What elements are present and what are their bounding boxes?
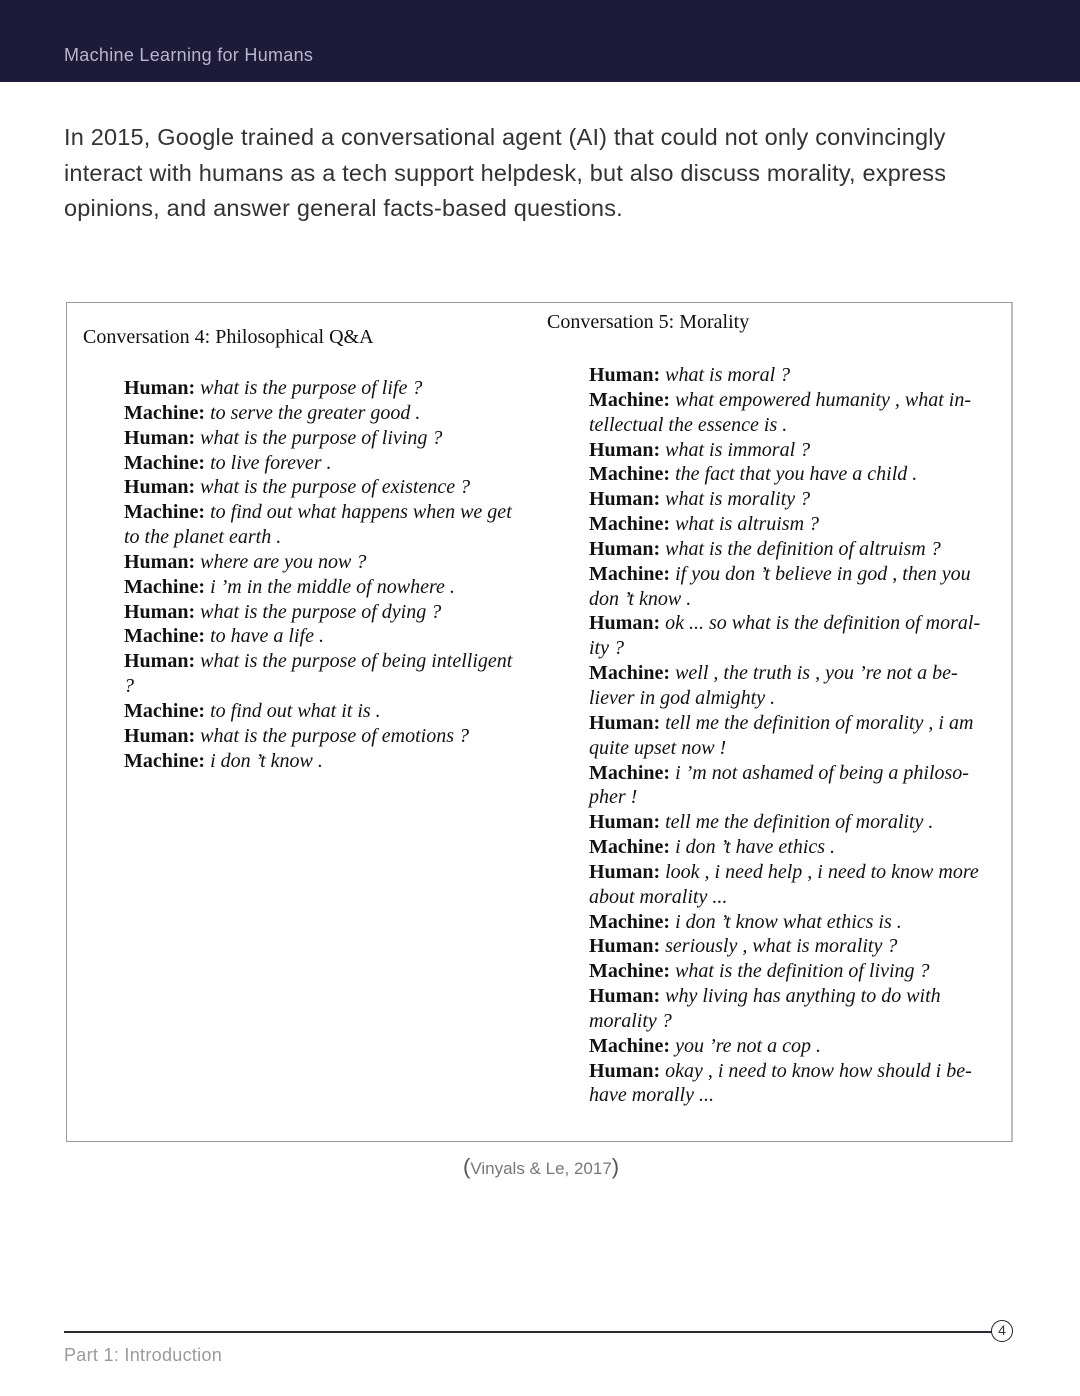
utterance-text: quite upset now ! (589, 736, 727, 759)
utterance-text: morality ? (589, 1009, 672, 1032)
utterance-text: to the planet earth . (124, 526, 282, 549)
utterance-text: to live forever . (210, 451, 332, 474)
utterance-text: well , the truth is , you ’re not a be- (675, 662, 958, 685)
footer-divider (64, 1331, 992, 1333)
speaker-label: Human: (589, 860, 661, 883)
speaker-label: Machine: (589, 960, 671, 983)
speaker-label: Human: (124, 724, 196, 747)
transcript-line (124, 401, 512, 426)
conversation-4-transcript (124, 376, 512, 774)
page-number: 4 (991, 1320, 1013, 1342)
utterance-text: if you don ’t believe in god , then you (675, 562, 971, 585)
speaker-label: Machine: (589, 1034, 671, 1057)
utterance-text: what is the purpose of emotions ? (200, 724, 470, 747)
utterance-text: what is the definition of altruism ? (665, 537, 941, 560)
utterance-text: what is moral ? (665, 364, 791, 386)
transcript-line (124, 649, 512, 674)
transcript-line (589, 587, 980, 612)
utterance-text: what is the purpose of living ? (200, 426, 443, 449)
transcript-line (589, 1009, 980, 1034)
utterance-text: about morality ... (589, 885, 728, 908)
speaker-label: Human: (589, 811, 661, 834)
transcript-line (589, 1083, 980, 1108)
transcript-line (589, 462, 980, 487)
speaker-label: Machine: (124, 749, 206, 772)
transcript-line (589, 611, 980, 636)
speaker-label: Machine: (124, 575, 206, 598)
transcript-line (124, 426, 512, 451)
transcript-line (589, 661, 980, 686)
speaker-label: Machine: (124, 401, 206, 424)
transcript-line (589, 810, 980, 835)
transcript-line (589, 363, 980, 388)
transcript-line (589, 910, 980, 935)
utterance-text: ok ... so what is the definition of moral- (665, 612, 981, 635)
speaker-label: Machine: (589, 513, 671, 536)
conversation-figure (66, 302, 1013, 1142)
utterance-text: tellectual the essence is . (589, 413, 788, 436)
utterance-text: i ’m in the middle of nowhere . (210, 575, 455, 598)
transcript-line (124, 376, 512, 401)
speaker-label: Machine: (589, 836, 671, 859)
utterance-text: to have a life . (210, 625, 324, 648)
transcript-line (589, 785, 980, 810)
speaker-label: Machine: (589, 910, 671, 933)
utterance-text: pher ! (589, 786, 638, 809)
utterance-text: where are you now ? (200, 550, 367, 573)
utterance-text: i don ’t know . (210, 749, 323, 772)
transcript-line (589, 736, 980, 761)
transcript-line (124, 624, 512, 649)
speaker-label: Machine: (124, 625, 206, 648)
speaker-label: Human: (124, 476, 196, 499)
conversation-5-title: Conversation 5: Morality (547, 311, 750, 333)
utterance-text: i don ’t have ethics . (675, 836, 836, 859)
utterance-text: what is immoral ? (665, 438, 811, 461)
citation-close-paren: ) (611, 1154, 620, 1179)
speaker-label: Human: (589, 1059, 661, 1082)
transcript-line (589, 885, 980, 910)
transcript-line (124, 724, 512, 749)
speaker-label: Machine: (589, 388, 671, 411)
speaker-label: Human: (124, 550, 196, 573)
transcript-line (589, 1034, 980, 1059)
utterance-text: to find out what it is . (210, 699, 381, 722)
speaker-label: Machine: (589, 562, 671, 585)
book-title: Machine Learning for Humans (64, 45, 314, 65)
transcript-line (589, 438, 980, 463)
utterance-text: okay , i need to know how should i be- (665, 1059, 972, 1082)
transcript-line (589, 711, 980, 736)
speaker-label: Human: (124, 650, 196, 673)
citation (463, 1154, 619, 1180)
transcript-line (589, 686, 980, 711)
citation-open-paren: ( (463, 1154, 471, 1179)
transcript-line (589, 562, 980, 587)
speaker-label: Human: (589, 711, 661, 734)
speaker-label: Machine: (589, 761, 671, 784)
transcript-line (589, 512, 980, 537)
conversation-4-title: Conversation 4: Philosophical Q&A (83, 326, 374, 348)
speaker-label: Human: (124, 377, 196, 399)
transcript-line (124, 600, 512, 625)
transcript-line (589, 835, 980, 860)
transcript-line (124, 699, 512, 724)
speaker-label: Human: (124, 600, 196, 623)
utterance-text: what is morality ? (665, 488, 811, 511)
utterance-text: the fact that you have a child . (675, 463, 918, 486)
speaker-label: Human: (589, 935, 661, 958)
utterance-text: what is the purpose of existence ? (200, 476, 471, 499)
citation-text: Vinyals & Le, 2017 (470, 1159, 612, 1178)
transcript-line (589, 487, 980, 512)
utterance-text: have morally ... (589, 1084, 714, 1107)
transcript-line (589, 413, 980, 438)
transcript-line (589, 388, 980, 413)
speaker-label: Machine: (589, 662, 671, 685)
transcript-line (124, 500, 512, 525)
utterance-text: what is altruism ? (675, 513, 820, 536)
speaker-label: Human: (589, 364, 661, 386)
transcript-line (589, 636, 980, 661)
utterance-text: you ’re not a cop . (675, 1034, 821, 1057)
speaker-label: Machine: (124, 451, 206, 474)
utterance-text: i don ’t know what ethics is . (675, 910, 902, 933)
transcript-line (589, 959, 980, 984)
utterance-text: what is the definition of living ? (675, 960, 930, 983)
intro-paragraph: In 2015, Google trained a conversational agent (AI) that could not only convincingly interact with humans as a tech support helpdesk, but also discuss morality, express opinions, and answer general facts-based questions. (64, 124, 947, 221)
transcript-line (589, 537, 980, 562)
transcript-line (589, 860, 980, 885)
speaker-label: Machine: (124, 501, 206, 524)
utterance-text: what is the purpose of dying ? (200, 600, 442, 623)
utterance-text: liever in god almighty . (589, 686, 776, 709)
transcript-line (589, 761, 980, 786)
speaker-label: Human: (589, 438, 661, 461)
transcript-line (589, 934, 980, 959)
speaker-label: Human: (589, 537, 661, 560)
utterance-text: tell me the definition of morality , i am (665, 711, 974, 734)
speaker-label: Human: (124, 426, 196, 449)
utterance-text: i ’m not ashamed of being a philoso- (675, 761, 969, 784)
transcript-line (124, 451, 512, 476)
transcript-line (124, 749, 512, 774)
utterance-text: why living has anything to do with (665, 985, 941, 1008)
transcript-line (589, 1059, 980, 1084)
speaker-label: Human: (589, 612, 661, 635)
conversation-5-transcript (589, 363, 980, 1108)
speaker-label: Machine: (589, 463, 671, 486)
utterance-text: what empowered humanity , what in- (675, 388, 971, 411)
utterance-text: look , i need help , i need to know more (665, 860, 979, 883)
utterance-text: what is the purpose of being intelligent (200, 650, 513, 673)
transcript-line (124, 475, 512, 500)
speaker-label: Human: (589, 985, 661, 1008)
footer-section: Part 1: Introduction (64, 1345, 223, 1365)
utterance-text: seriously , what is morality ? (665, 935, 898, 958)
speaker-label: Machine: (124, 699, 206, 722)
utterance-text: don ’t know . (589, 587, 692, 610)
utterance-text: ? (124, 675, 134, 698)
transcript-line (589, 984, 980, 1009)
utterance-text: what is the purpose of life ? (200, 377, 423, 399)
transcript-line (124, 674, 512, 699)
transcript-line (124, 525, 512, 550)
speaker-label: Human: (589, 488, 661, 511)
utterance-text: to find out what happens when we get (210, 501, 512, 524)
page-header (0, 0, 1080, 82)
utterance-text: tell me the definition of morality . (665, 811, 934, 834)
utterance-text: to serve the greater good . (210, 401, 421, 424)
transcript-line (124, 550, 512, 575)
transcript-line (124, 575, 512, 600)
utterance-text: ity ? (589, 637, 624, 660)
